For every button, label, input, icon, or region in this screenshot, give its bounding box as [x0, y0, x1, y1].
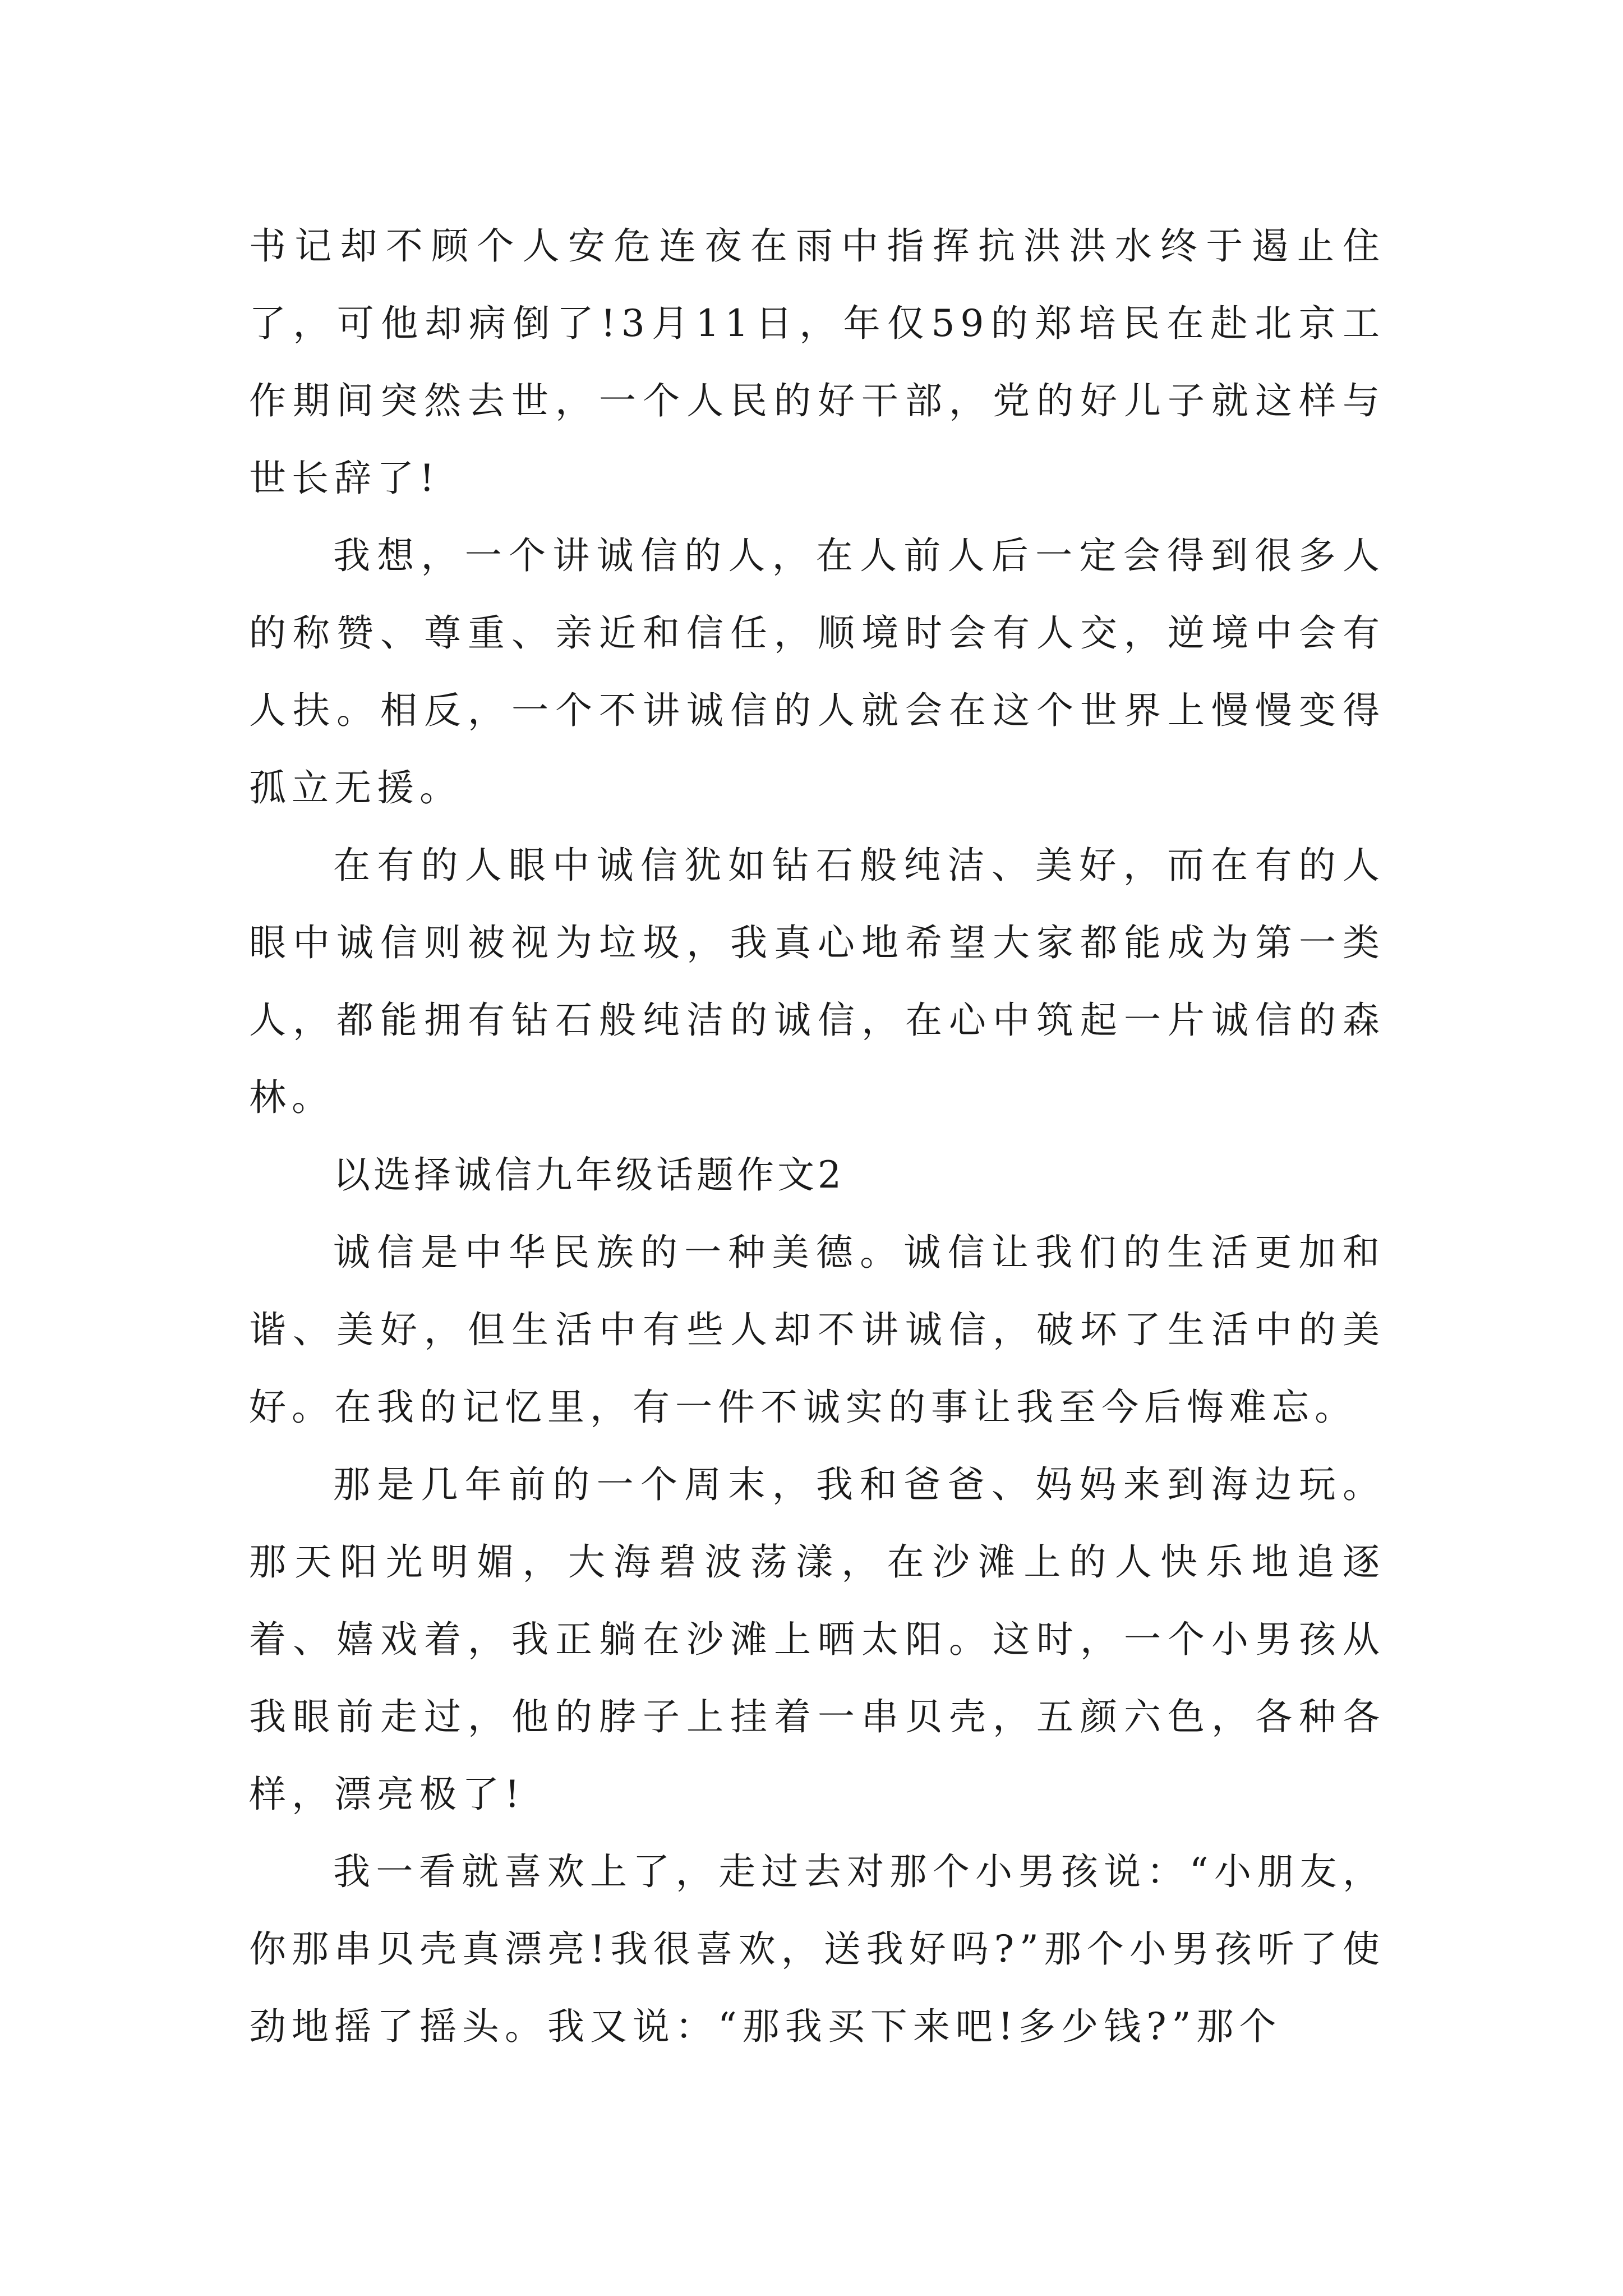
document-page: [249, 208, 1385, 2065]
paragraph-5: 那是几年前的一个周末，我和爸爸、妈妈来到海边玩。那天阳光明媚，大海碧波荡漾，在沙滩上的人快乐地追逐着、嬉戏着，我正躺在沙滩上晒太阳。这时，一个小男孩从我眼前走过，他的脖子上挂着一串贝壳，五颜六色，各种各样，漂亮极了!: [249, 1463, 1385, 1816]
section-heading: 以选择诚信九年级话题作文2: [333, 1153, 845, 1197]
paragraph-3: 在有的人眼中诚信犹如钻石般纯洁、美好，而在有的人眼中诚信则被视为垃圾，我真心地希望大家都能成为第一类人，都能拥有钻石般纯洁的诚信，在心中筑起一片诚信的森林。: [249, 844, 1385, 1119]
paragraph-4: 诚信是中华民族的一种美德。诚信让我们的生活更加和谐、美好，但生活中有些人却不讲诚信，破坏了生活中的美好。在我的记忆里，有一件不诚实的事让我至今后悔难忘。: [249, 1231, 1385, 1429]
paragraph-6: 我一看就喜欢上了，走过去对那个小男孩说：“小朋友，你那串贝壳真漂亮!我很喜欢，送我好吗?”那个小男孩听了使劲地摇了摇头。我又说：“那我买下来吧!多少钱?”那个: [249, 1850, 1385, 2048]
paragraph-2: 我想，一个讲诚信的人，在人前人后一定会得到很多人的称赞、尊重、亲近和信任，顺境时会有人交，逆境中会有人扶。相反，一个不讲诚信的人就会在这个世界上慢慢变得孤立无援。: [249, 534, 1385, 809]
paragraph-1: 书记却不顾个人安危连夜在雨中指挥抗洪洪水终于遏止住了，可他却病倒了!3月11日，年仅59的郑培民在赴北京工作期间突然去世，一个人民的好干部，党的好儿子就这样与世长辞了!: [249, 224, 1385, 500]
